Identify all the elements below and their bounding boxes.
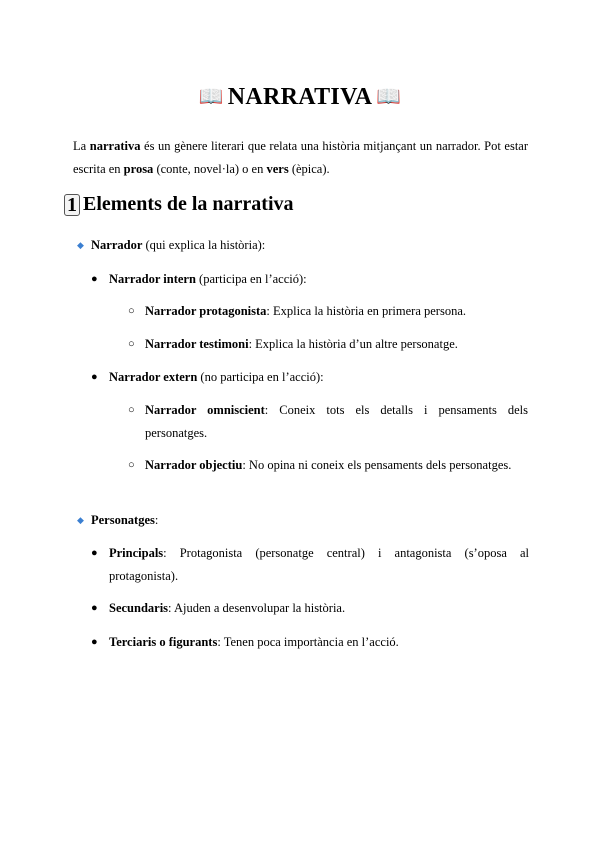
disc-bullet-icon: ● <box>91 602 98 614</box>
list-item-narrador-omniscient <box>145 399 528 445</box>
item-desc: : Explica la història d’un altre personatge. <box>248 337 458 351</box>
intro-bold: vers <box>266 162 289 176</box>
item-label: Narrador protagonista <box>145 304 267 318</box>
item-label: Terciaris o figurants <box>109 635 218 649</box>
item-label: Principals <box>109 546 164 560</box>
item-desc: (no participa en l’acció): <box>197 370 324 384</box>
item-desc: : No opina ni coneix els pensaments dels personatges. <box>242 458 512 472</box>
list-item-principals <box>109 542 529 588</box>
intro-text: La <box>73 139 90 153</box>
item-label: Narrador intern <box>109 272 196 286</box>
section-heading <box>64 193 294 216</box>
item-label: Narrador <box>91 238 143 252</box>
item-desc: (participa en l’acció): <box>195 272 307 286</box>
item-label: Narrador omniscient <box>145 403 265 417</box>
circle-bullet-icon: ○ <box>128 338 135 350</box>
diamond-bullet-icon: ◆ <box>77 240 84 250</box>
item-desc: : Tenen poca importància en l’acció. <box>217 635 399 649</box>
circle-bullet-icon: ○ <box>128 404 135 416</box>
open-book-icon: 📖 <box>198 86 224 108</box>
list-item-narrador-testimoni <box>145 333 528 356</box>
item-label: Narrador testimoni <box>145 337 249 351</box>
item-label: Narrador objectiu <box>145 458 243 472</box>
item-desc: (qui explica la història): <box>142 238 266 252</box>
circle-bullet-icon: ○ <box>128 459 135 471</box>
list-item-narrador-objectiu <box>145 454 528 477</box>
list-item-narrador-extern <box>109 366 529 389</box>
disc-bullet-icon: ● <box>91 636 98 648</box>
open-book-icon: 📖 <box>376 86 402 108</box>
intro-text: (conte, novel·la) o en <box>153 162 267 176</box>
circle-bullet-icon: ○ <box>128 305 135 317</box>
disc-bullet-icon: ● <box>91 371 98 383</box>
list-item-personatges <box>91 509 531 532</box>
item-desc: : Protagonista (personatge central) i antagonista (s’oposa al protagonista). <box>109 546 529 583</box>
item-desc: : Coneix tots els detalls i pensaments dels personatges. <box>145 403 528 440</box>
item-desc: : <box>154 513 159 527</box>
item-desc: : Ajuden a desenvolupar la història. <box>168 601 346 615</box>
disc-bullet-icon: ● <box>91 273 98 285</box>
section-title: Elements de la narrativa <box>83 193 294 215</box>
intro-bold: prosa <box>123 162 154 176</box>
diamond-bullet-icon: ◆ <box>77 515 84 525</box>
disc-bullet-icon: ● <box>91 547 98 559</box>
intro-text: (èpica). <box>288 162 330 176</box>
page-title <box>0 84 600 111</box>
item-desc: : Explica la història en primera persona. <box>266 304 467 318</box>
list-item-terciaris <box>109 631 529 654</box>
intro-bold: narrativa <box>89 139 141 153</box>
intro-text: és un gènere literari que relata una història mitjançant un narrador. Pot estar escrita en <box>73 139 528 176</box>
list-item-secundaris <box>109 597 529 620</box>
section-number-badge: 1 <box>64 194 80 216</box>
item-label: Narrador extern <box>109 370 198 384</box>
item-label: Secundaris <box>109 601 169 615</box>
list-item-narrador-protagonista <box>145 300 528 323</box>
list-item-narrador-intern <box>109 268 529 291</box>
list-item-narrador <box>91 234 531 257</box>
intro-paragraph <box>73 135 528 181</box>
title-text: NARRATIVA <box>227 84 373 110</box>
item-label: Personatges <box>91 513 155 527</box>
